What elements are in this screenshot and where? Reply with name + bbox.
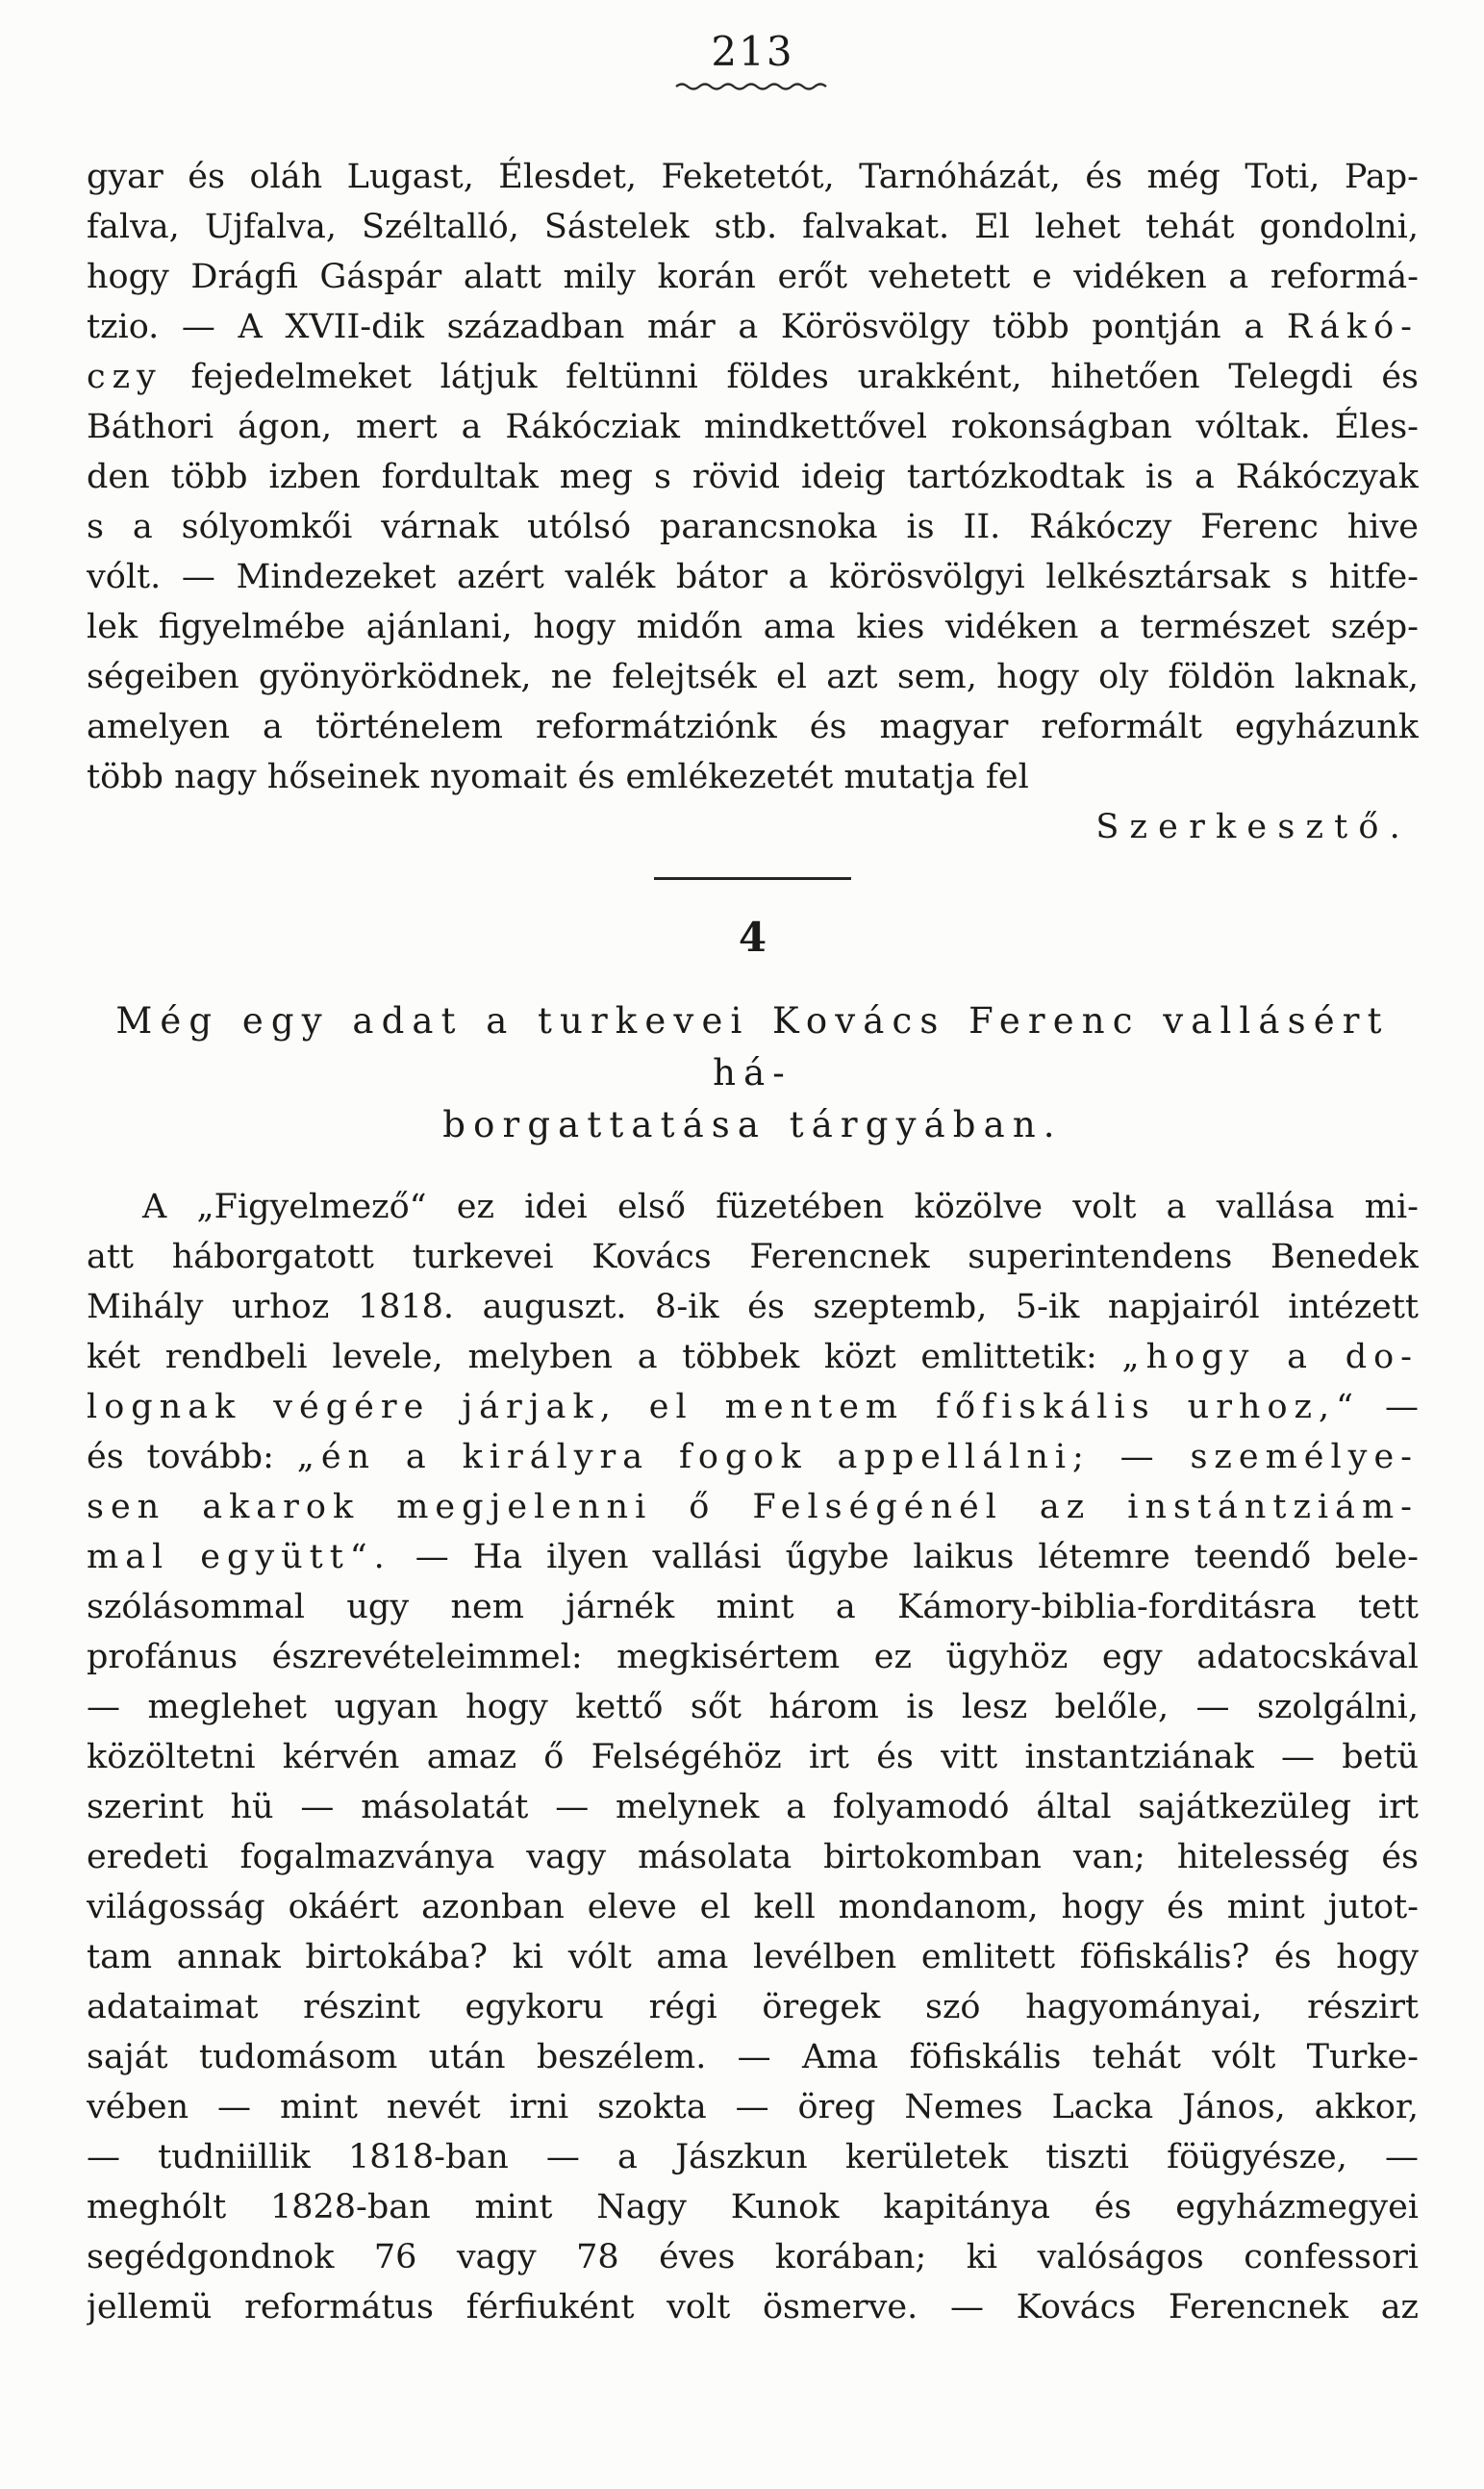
text-segment: meghólt 1828-ban mint Nagy Kunok kapitánya és egyházmegyei [87,2188,1419,2226]
text-segment: att háborgatott turkevei Kovács Ferencnek superintendens Benedek [87,1238,1419,1276]
section-heading-line1: Még egy adat a turkevei Kovács Ferenc vallásért há- [115,1000,1390,1094]
text-line [87,2032,1419,2082]
section-number: 4 [738,914,767,961]
text-line [87,752,1419,802]
text-line [87,1782,1419,1832]
text-segment: szerint hü — másolatát — melynek a folyamodó által sajátkezüleg irt [87,1788,1419,1826]
text-line [87,1732,1419,1782]
text-segment: sen akarok megjelenni ő Felségénél az instántziám- [87,1488,1419,1526]
section-divider [654,877,851,880]
text-line [87,1482,1419,1532]
text-line [87,652,1419,702]
text-line [87,252,1419,302]
text-segment: mal együtt“. [87,1538,391,1576]
text-line [87,352,1419,402]
text-segment: — [1360,1388,1419,1426]
page-number: 213 [711,28,794,75]
text-line [87,2082,1419,2132]
text-segment: lek figyelmébe ajánlani, hogy midőn ama kies vidéken a természet szép- [87,608,1419,646]
text-segment: profánus észrevételeimmel: megkisértem ez ügyhöz egy adatocskával [87,1638,1419,1676]
text-segment: — tudniillik 1818-ban — a Jászkun kerületek tiszti föügyésze, — [87,2138,1419,2176]
text-line [87,2282,1419,2332]
text-segment: adataimat részint egykoru régi öregek szó hagyományai, részirt [87,1988,1419,2026]
editor-signature: Szerkesztő. [1095,808,1411,846]
paragraph-continuation [87,152,1419,852]
paragraph-main [87,1182,1419,2332]
text-segment: „én a királyra fogok appellálni; — személye- [296,1438,1419,1476]
text-segment: hogy Drágfi Gáspár alatt mily korán erőt vehetett e vidéken a reformá- [87,258,1419,296]
text-segment: fejedelmeket látjuk feltünni földes urakként, hihetően Telegdi és [162,358,1419,396]
text-segment: eredeti fogalmazványa vagy másolata birtokomban van; hitelesség és [87,1838,1419,1876]
text-segment: A „Figyelmező“ ez idei első füzetében közölve volt a vallása mi- [142,1188,1419,1226]
section-heading [87,995,1419,1151]
text-segment: közöltetni kérvén amaz ő Felségéhöz irt és vitt instantziának — betü [87,1738,1419,1776]
text-line [87,402,1419,452]
text-line [87,1282,1419,1332]
text-segment: Rákó- [1286,308,1419,346]
text-line [87,602,1419,652]
text-segment: tzio. — A XVII-dik században már a Körösvölgy több pontján a [87,308,1287,346]
text-segment: saját tudomásom után beszélem. — Ama föfiskális tehát vólt Turke- [87,2038,1419,2076]
text-segment: ségeiben gyönyörködnek, ne felejtsék el azt sem, hogy oly földön laknak, [87,658,1419,696]
text-segment: — meglehet ugyan hogy kettő sőt három is lesz belőle, — szolgálni, [87,1688,1419,1726]
text-line [87,1932,1419,1982]
text-line [87,1232,1419,1282]
text-segment: két rendbeli levele, melyben a többek közt emlittetik: [87,1338,1122,1376]
text-line [87,452,1419,502]
text-line [87,1432,1419,1482]
text-line [87,2232,1419,2282]
text-segment: és tovább: [87,1438,297,1476]
text-segment: szólásommal ugy nem járnék mint a Kámory-biblia-forditásra tett [87,1588,1419,1626]
text-line [87,502,1419,552]
section-heading-line2: borgattatása tárgyában. [442,1104,1063,1145]
text-line [87,152,1419,202]
text-line [87,1182,1419,1232]
text-line [87,2182,1419,2232]
text-line [87,1382,1419,1432]
text-segment: tam annak birtokába? ki vólt ama levélben emlitett föfiskális? és hogy [87,1938,1419,1976]
text-line [87,552,1419,602]
text-line [87,1332,1419,1382]
text-segment: segédgondnok 76 vagy 78 éves korában; ki valóságos confessori [87,2238,1419,2276]
text-line [87,1532,1419,1582]
text-segment: czy [87,358,163,396]
text-line [87,1982,1419,2032]
text-segment: több nagy hőseinek nyomait és emlékezetét mutatja fel [87,758,1029,796]
text-line [87,202,1419,252]
text-segment: vólt. — Mindezeket azért valék bátor a körösvölgyi lelkésztársak s hitfe- [87,558,1419,596]
text-segment: gyar és oláh Lugast, Élesdet, Feketetót, Tarnóházát, és még Toti, Pap- [87,158,1419,196]
text-segment: — Ha ilyen vallási űgybe laikus létemre teendő bele- [390,1538,1419,1576]
text-segment: s a sólyomkői várnak utólsó parancsnoka is II. Rákóczy Ferenc hive [87,508,1419,546]
text-segment: „hogy a do- [1121,1338,1419,1376]
text-segment: jellemü református férfiuként volt ösmerve. — Kovács Ferencnek az [87,2288,1419,2326]
wavy-underline-icon [673,79,832,91]
text-segment: vében — mint nevét irni szokta — öreg Nemes Lacka János, akkor, [87,2088,1419,2126]
text-line [87,1832,1419,1882]
text-segment: Mihály urhoz 1818. auguszt. 8-ik és szeptemb, 5-ik napjairól intézett [87,1288,1419,1326]
text-line [87,1582,1419,1632]
wavy-underline [87,77,1419,90]
text-segment: falva, Ujfalva, Széltalló, Sástelek stb. falvakat. El lehet tehát gondolni, [87,208,1419,246]
text-line [87,1882,1419,1932]
text-line [87,702,1419,752]
text-segment: amelyen a történelem reformátziónk és magyar reformált egyházunk [87,708,1419,746]
text-segment: lognak végére járjak, el mentem főfiskális urhoz,“ [87,1388,1360,1426]
text-segment: Báthori ágon, mert a Rákócziak mindkettővel rokonságban vóltak. Éles- [87,408,1419,446]
text-segment: den több izben fordultak meg s rövid ideig tartózkodtak is a Rákóczyak [87,458,1419,496]
text-line [87,2132,1419,2182]
text-line [87,1632,1419,1682]
text-segment: világosság okáért azonban eleve el kell mondanom, hogy és mint jutot- [87,1888,1419,1926]
text-line [87,1682,1419,1732]
text-line [87,302,1419,352]
